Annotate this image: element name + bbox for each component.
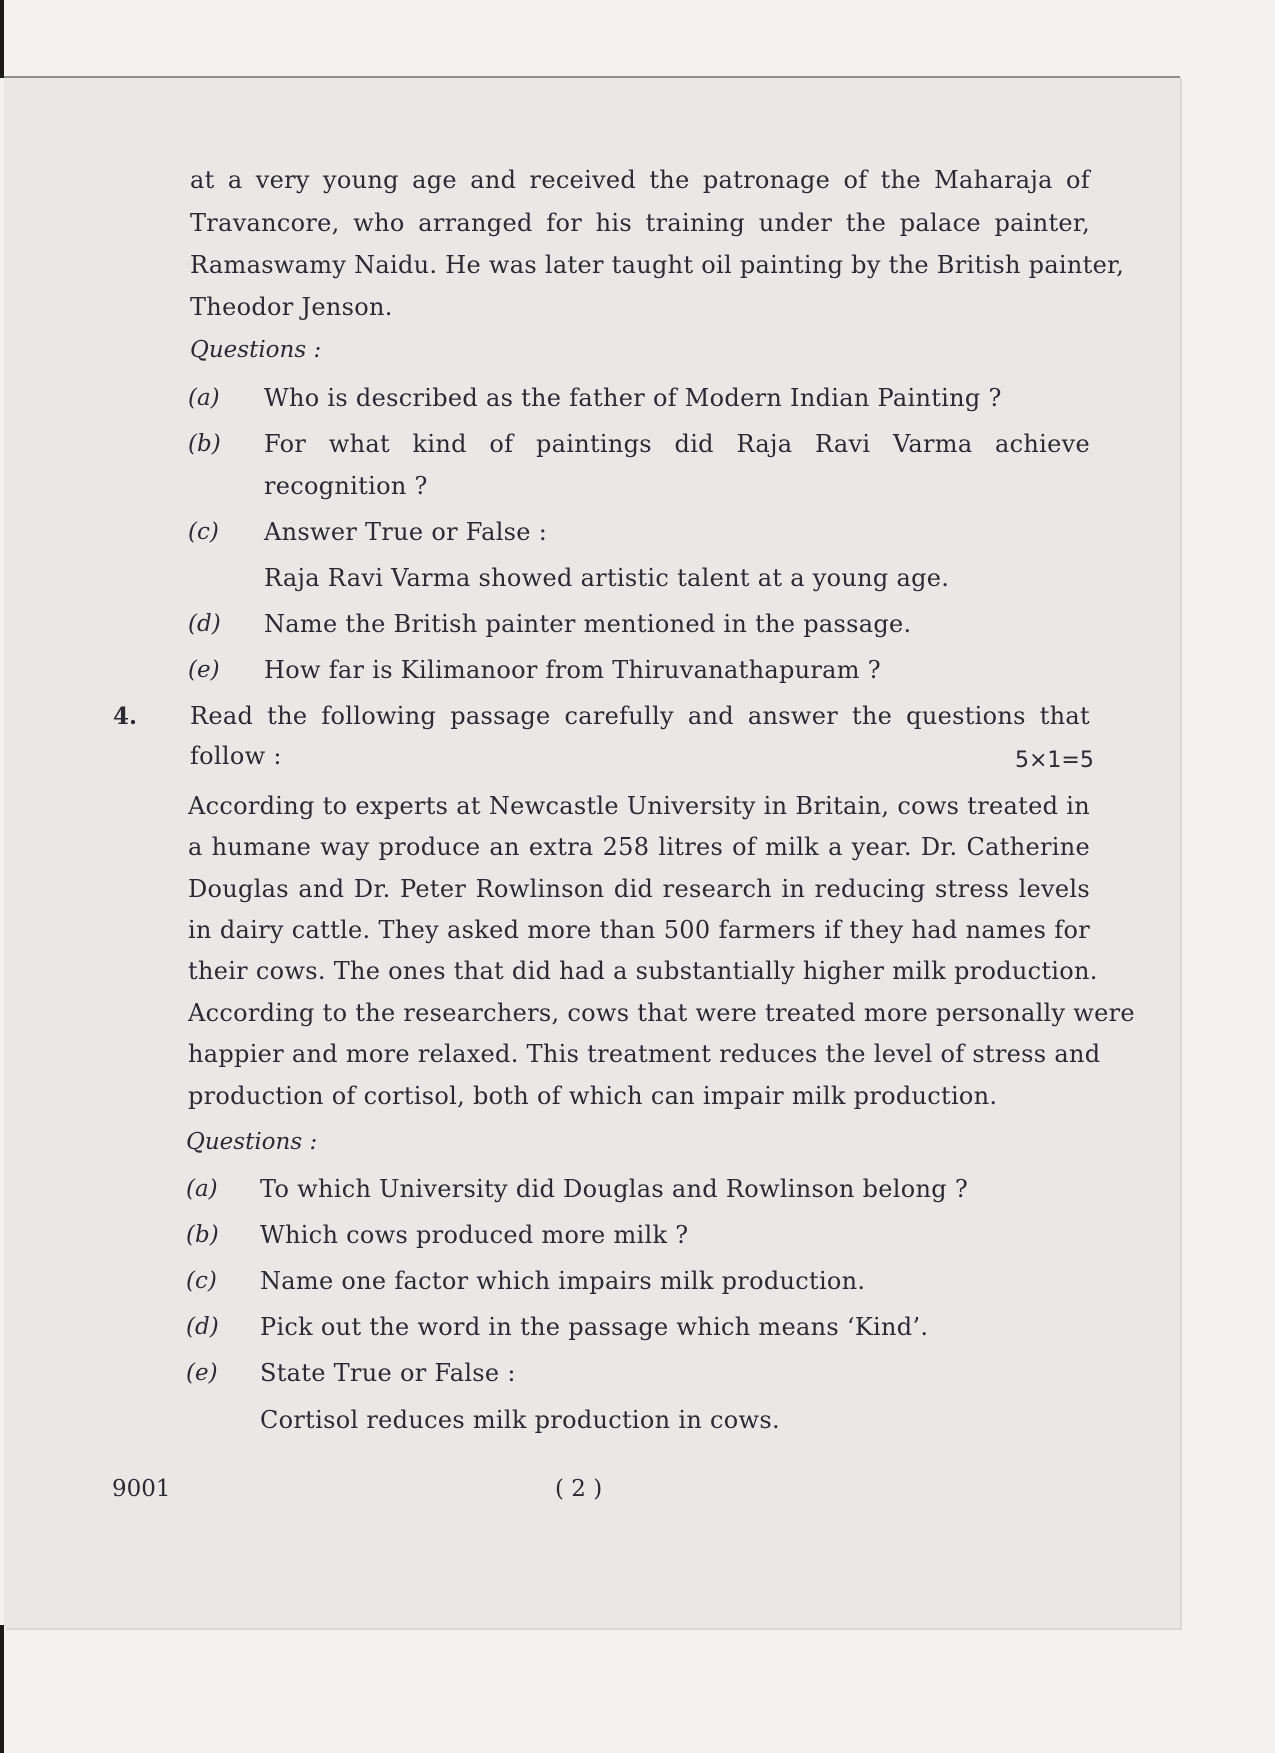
instruction-text: follow :: [190, 742, 282, 770]
question-text: Name one factor which impairs milk production.: [260, 1267, 866, 1295]
question-label: (a): [186, 1176, 218, 1202]
scan-edge: [0, 0, 4, 78]
question-text: Cortisol reduces milk production in cows.: [260, 1406, 780, 1434]
question-text: Raja Ravi Varma showed artistic talent at a young age.: [264, 564, 950, 592]
question-label: (b): [188, 431, 221, 457]
passage-line: According to experts at Newcastle University in Britain, cows treated in: [188, 792, 1090, 820]
marks-badge: 5×1=5: [1015, 748, 1094, 773]
question-text: Which cows produced more milk ?: [260, 1221, 689, 1249]
question-text: Who is described as the father of Modern Indian Painting ?: [264, 384, 1002, 412]
questions-heading: Questions :: [186, 1129, 318, 1155]
paper-code: 9001: [112, 1476, 171, 1502]
instruction-text: Read the following passage carefully and answer the questions that: [190, 702, 1090, 730]
question-text: Answer True or False :: [264, 518, 548, 546]
question-text: State True or False :: [260, 1359, 516, 1387]
question-label: (a): [188, 385, 220, 411]
passage-line: in dairy cattle. They asked more than 500 farmers if they had names for: [188, 916, 1090, 944]
question-label: (e): [186, 1360, 218, 1386]
question-label: (e): [188, 657, 220, 683]
question-label: (d): [188, 611, 221, 637]
passage-line: their cows. The ones that did had a substantially higher milk production.: [188, 957, 1098, 985]
passage-line: According to the researchers, cows that were treated more personally were: [188, 999, 1135, 1027]
question-label: (d): [186, 1314, 219, 1340]
passage-line: production of cortisol, both of which can impair milk production.: [188, 1082, 998, 1110]
question-text: To which University did Douglas and Rowlinson belong ?: [260, 1175, 969, 1203]
passage-line: a humane way produce an extra 258 litres of milk a year. Dr. Catherine: [188, 833, 1090, 861]
scan-edge: [0, 1625, 4, 1753]
question-text: How far is Kilimanoor from Thiruvanathapuram ?: [264, 656, 881, 684]
question-text: recognition ?: [264, 472, 428, 500]
question-label: (c): [186, 1268, 217, 1294]
question-text: Name the British painter mentioned in the passage.: [264, 610, 912, 638]
question-text: Pick out the word in the passage which means ‘Kind’.: [260, 1313, 929, 1341]
question-text: For what kind of paintings did Raja Ravi Varma achieve: [264, 430, 1090, 458]
passage-line: at a very young age and received the patronage of the Maharaja of: [190, 166, 1090, 194]
passage-line: happier and more relaxed. This treatment reduces the level of stress and: [188, 1040, 1101, 1068]
question-label: (c): [188, 519, 219, 545]
questions-heading: Questions :: [190, 337, 322, 363]
passage-line: Travancore, who arranged for his training under the palace painter,: [190, 209, 1090, 237]
passage-line: Ramaswamy Naidu. He was later taught oil painting by the British painter,: [190, 251, 1125, 279]
question-label: (b): [186, 1222, 219, 1248]
passage-line: Theodor Jenson.: [190, 293, 393, 321]
question-number: 4.: [113, 703, 138, 730]
passage-line: Douglas and Dr. Peter Rowlinson did research in reducing stress levels: [188, 875, 1090, 903]
page-number: ( 2 ): [555, 1476, 603, 1502]
